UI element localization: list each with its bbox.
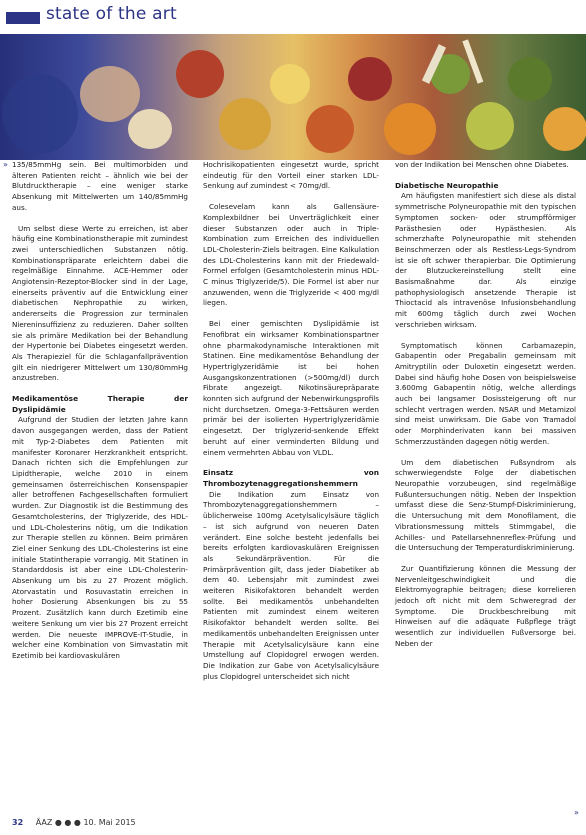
food-collage-illustration: [0, 34, 586, 160]
paragraph: Colesevelam kann als Gallensäure-Komplexbildner bei Unverträglichkeit einer dieser Substanzen oder auch in Triple-Kombination zum Erreichen des individuellen LDL-Cholesterin-Ziels beitragen. Eine Kalkulation des LDL-Cholesterins kann mit der Friedewald-Formel erfolgen (Gesamtcholesterin minus HDL-C minus Triglyzeride/5). Die Formel ist aber nur anzuwenden, wenn die Triglyzeride < 400 mg/dl liegen.: [203, 202, 379, 308]
paragraph: Zur Quantifizierung können die Messung der Nervenleitgeschwindigkeit und die Elektromyographie beitragen; diese korrelieren jedoch oft nicht mit dem Schweregrad der Symptome. Die Druckbeschreibung mit Hinweisen auf die adäquate Fußpflege trägt wesentlich zur individuellen Fußversorge bei. Neben der: [395, 563, 576, 648]
paragraph: Um dem diabetischen Fußsyndrom als schwerwiegendste Folge der diabetischen Neuropathie vorzubeugen, sind regelmäßige Fußuntersuchungen nötig. Neben der Inspektion umfasst diese die Senz-Stumpf-Diskriminierung, die Untersuchung mit dem Monofilament, die Vibrationsmessung mittels Stimmgabel, die Achilles- und Patellarsehnenreflex-Prüfung und die Untersuchung der Temperaturdiskriminierung.: [395, 457, 576, 553]
subheading: Einsatz von Thrombozytenaggregationshemmern: [203, 468, 379, 488]
double-arrow-right-icon: »: [574, 808, 579, 817]
paragraph: Bei einer gemischten Dyslipidämie ist Fenofibrat ein wirksamer Kombinationspartner ohne pharmakodynamische Interaktionen mit Statinen. Eine medikamentöse Behandlung der Hypertriglyzeridämie ist bei hohen Ausgangskonzentrationen (>500mg/dl) durch Fibrate angezeigt. Nikotinsäurepräparate konnten sich aufgrund der Nebenwirkungsprofils nicht durchsetzen. Omega-3-Fettsäuren werden primär bei der isolierten Hypertriglyzeridämie eingesetzt. Der triglyzerid-senkende Effekt beruht auf einer verminderten Bildung und einem vermehrten Abbau von VLDL.: [203, 319, 379, 457]
double-arrow-right-icon: »: [3, 160, 8, 169]
header-square-icon: [6, 12, 40, 24]
text-column-2: [203, 160, 379, 692]
paragraph: Aufgrund der Studien der letzten Jahre kann davon ausgegangen werden, dass der Patient mit Typ-2-Diabetes dem Patienten mit manifester Koronarer Herzkrankheit entspricht. Danach richten sich die Empfehlungen zur Lipidtherapie, welche 2010 in einem gemeinsamen österreichischen Konsenspapier aller betroffenen Fachgesellschaften formuliert wurden. Zur Diagnostik ist die Bestimmung des Gesamtcholesterins, der Triglyzeride, des HDL- und LDL-Cholesterins nötig, um die Indikation zur Therapie stellen zu können. Beim primären Ziel einer Senkung des LDL-Cholesterins ist eine initiale Statintherapie vorrangig. Mit Statinen in Standarddosis ist aber eine LDL-Cholesterin-Absenkung um bis zu 27 Prozent möglich. Atorvastatin und Rosuvastatin erreichen in hoher Dosierung Absenkungen bis zu 55 Prozent. Zusätzlich kann durch Ezetimib eine weitere Senkung um vier bis 27 Prozent erreicht werden. Die neueste IMPROVE-IT-Studie, in welcher eine Kombination von Simvastatin mit Ezetimib bei kardiovaskulären: [12, 415, 188, 660]
paragraph: Symptomatisch können Carbamazepin, Gabapentin oder Pregabalin gemeinsam mit Amitryptilin oder Duloxetin eingesetzt werden. Dabei sind häufig hohe Dosen von beispielsweise 3.600mg Gabapentin nötig, welche allerdings auch bei langsamer Dosissteigerung oft nur schlecht vertragen werden. NSAR und Metamizol sind meist unwirksam. Die Gabe von Tramadol oder Morphinderivaten kann bei massiven Schmerzzuständen dagegen nötig werden.: [395, 340, 576, 446]
page-number: 32: [12, 818, 24, 827]
text-column-1: [12, 160, 188, 672]
paragraph: Die Indikation zum Einsatz von Thrombozytenaggregationshemmern – üblicherweise 100mg Acetylsalicylsäure täglich – ist sich aufgrund von neueren Daten verändert. Eine solche besteht jedenfalls bei bereits erfolgten kardiovaskulären Ereignissen als Sekundärprävention. Für die Primärprävention gilt, dass jeder Diabetiker ab dem 40. Lebensjahr mit zumindest zwei weiteren Risikofaktoren behandelt werden sollte. Bei medikamentös unbehandelten Patienten mit zumindest einem weiteren Risikofaktor behandelt werden sollte. Bei medikamentös unbehandelten Ereignissen unter Therapie mit Acetylsalicylsäure kann eine Umstellung auf Clopidogrel erwogen werden. Die Indikation zur Gabe von Acetylsalicylsäure plus Clopidogrel unterscheidet sich nicht: [203, 489, 379, 681]
paragraph: von der Indikation bei Menschen ohne Diabetes.: [395, 160, 569, 169]
subheading: Diabetische Neuropathie: [395, 180, 499, 190]
subheading: Medikamentöse Therapie der Dyslipidämie: [12, 394, 188, 414]
paragraph: Hochrisikopatienten eingesetzt wurde, spricht eindeutig für den Vorteil einer starken LDL-Senkung auf zumindest < 70mg/dl.: [203, 160, 379, 191]
paragraph: Am häufigsten manifestiert sich diese als distal symmetrische Polyneuropathie mit den typischen Symptomen socken- oder strumpfförmiger Parästhesien oder Hypästhesien. Als schmerzhafte Polyneuropathie mit stehenden Beinschmerzen oder als Restless-Legs-Syndrom ist sie oft schwer therapierbar. Die Optimierung der Blutzuckereinstellung stellt eine Basismaßnahme dar. Als einzige pathophysiologisch ansetzende Therapie ist Thioctacid als intravenöse Infusionsbehandlung mit 600mg täglich durch zwei Wochen verschrieben wirksam.: [395, 191, 576, 329]
page-header: [0, 0, 586, 34]
page-footer: [12, 818, 136, 827]
paragraph: 135/85mmHg sein. Bei multimorbiden und älteren Patienten reicht – ähnlich wie bei der Blutdrucktherapie – eine weniger starke Absenkung mit Mittelwerten um 140/85mmHg aus.: [12, 160, 188, 212]
header-image: [0, 34, 586, 160]
publication-info: ÄAZ ● ● ● 10. Mai 2015: [35, 818, 136, 827]
text-column-3: [395, 160, 576, 660]
section-title: state of the art: [46, 4, 177, 24]
paragraph: Um selbst diese Werte zu erreichen, ist aber häufig eine Kombinationstherapie mit zumindest zwei unterschiedlichen Substanzen nötig. Kombinationspräparate erleichtern dabei die regelmäßige Einnahme. ACE-Hemmer oder Angiotensin-Rezeptor-Blocker sind in der Lage, einerseits präventiv auf die Entwicklung einer diabetischen Nephropathie zu wirken, andererseits die Progression zur terminalen Niereninsuffizienz zu reduzieren. Daher sollten sie als primäre Medikation bei der Behandlung der Hypertonie bei Diabetes eingesetzt werden. Als Therapieziel für die Schlaganfallprävention gilt ein niedrigerer Mittelwert um 130/80mmHg anzustreben.: [12, 223, 188, 383]
